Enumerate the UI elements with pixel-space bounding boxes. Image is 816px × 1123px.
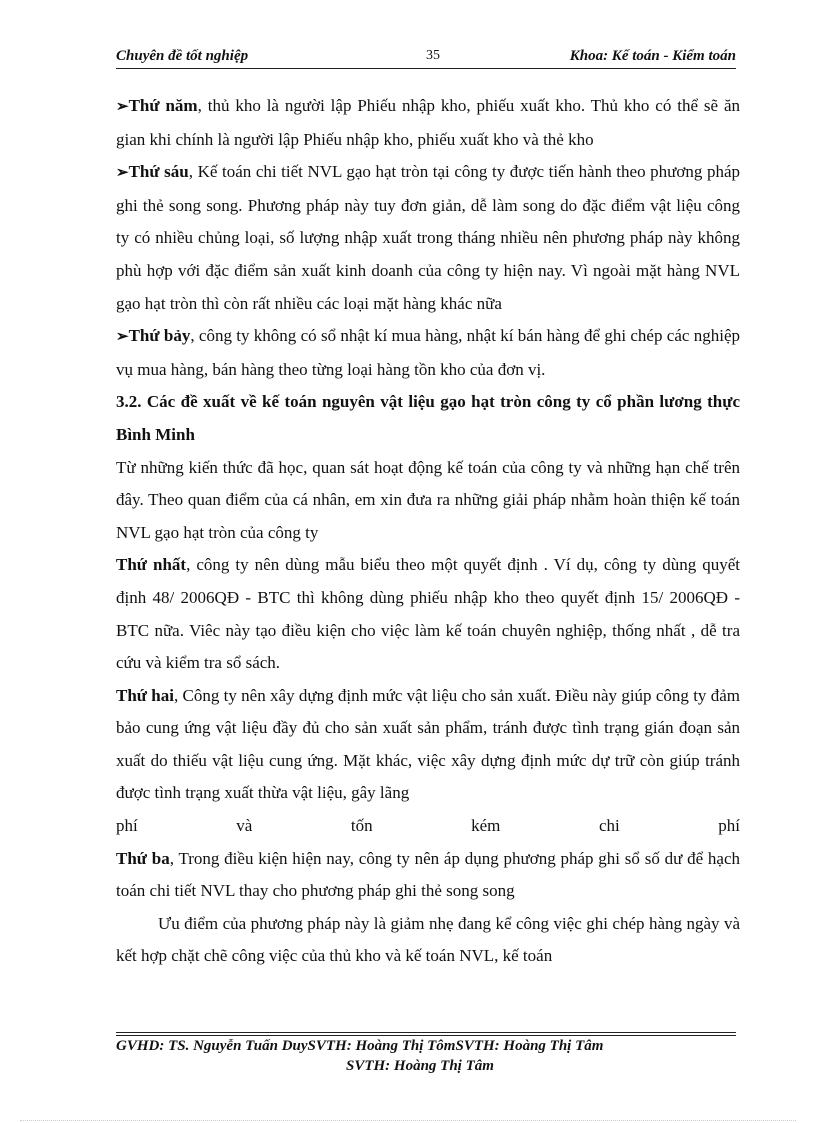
footer-divider xyxy=(116,1032,736,1033)
paragraph-uu-diem: Ưu điểm của phương pháp này là giảm nhẹ đang kể công việc ghi chép hàng ngày và kết hợp chặt chẽ công việc của thủ kho và kế toán NVL, kế toán xyxy=(116,913,740,966)
paragraph-text: , công ty nên dùng mẫu biểu theo một quyết định . Ví dụ, công ty dùng quyết định 48/ 2006QĐ - BTC thì không dùng phiếu nhập kho theo quyết định 15/ 2006QĐ - BTC nữa. Viêc này tạo điều kiện cho việc làm kế toán chuyên nghiệp, thống nhất , dễ tra cứu và kiểm tra sổ sách. xyxy=(116,555,740,673)
paragraph-thu-nam xyxy=(116,90,740,156)
paragraph-thu-hai-last-line: phí và tốn kém chi phí xyxy=(116,816,740,836)
paragraph-thu-nhat xyxy=(116,549,740,679)
document-body xyxy=(116,90,740,973)
page-footer xyxy=(116,1032,736,1076)
page-bottom-border xyxy=(20,1120,796,1121)
paragraph-text: , Kế toán chi tiết NVL gạo hạt tròn tại công ty được tiến hành theo phương pháp ghi thẻ song song. Phương pháp này tuy đơn giản, dễ làm song do đặc điểm vật liệu công ty có nhiều chủng loại, số lượng nhập xuất trong tháng nhiều nên phương pháp này không phù hợp với đặc điểm sản xuất kinh doanh của công ty hiện nay. Vì ngoài mặt hàng NVL gạo hạt tròn thì còn rất nhiều các loại mặt hàng khác nữa xyxy=(116,162,740,313)
arrow-bullet-icon: ➢ xyxy=(116,329,129,346)
footer-line-2: SVTH: Hoàng Thị Tâm xyxy=(346,1058,494,1074)
section-heading: 3.2. Các đề xuất về kế toán nguyên vật liệu gạo hạt tròn công ty cổ phần lương thực Bình Minh xyxy=(116,392,740,444)
header-left-title: Chuyên đề tốt nghiệp xyxy=(116,48,249,64)
arrow-bullet-icon: ➢ xyxy=(116,99,129,115)
paragraph-intro: Từ những kiến thức đã học, quan sát hoạt động kế toán của công ty và những hạn chế trên đây. Theo quan điểm của cá nhân, em xin đưa ra những giải pháp nhằm hoàn thiện kế toán NVL gạo hạt tròn của công ty xyxy=(116,457,740,542)
page-header xyxy=(116,46,736,69)
paragraph-thu-ba xyxy=(116,843,740,908)
paragraph-thu-hai xyxy=(116,680,740,810)
paragraph-text: , Công ty nên xây dựng định mức vật liệu cho sản xuất. Điều này giúp công ty đảm bảo cung ứng vật liệu đầy đủ cho sản xuất sản phẩm, tránh được tình trạng gián đoạn sản xuất do thiếu vật liệu cung ứng. Mặt khác, việc xây dựng định mức dự trữ còn giúp tránh được tình trạng xuất thừa vật liệu, gây lãng xyxy=(116,685,740,803)
paragraph-text: , Trong điều kiện hiện nay, công ty nên áp dụng phương pháp ghi sổ số dư để hạch toán chi tiết NVL thay cho phương pháp ghi thẻ song song xyxy=(116,848,740,901)
arrow-bullet-icon: ➢ xyxy=(116,165,129,182)
paragraph-title: Thứ ba xyxy=(116,848,170,868)
paragraph-thu-sau xyxy=(116,156,740,320)
header-right-title: Khoa: Kế toán - Kiểm toán xyxy=(569,48,736,64)
footer-line-1: GVHD: TS. Nguyễn Tuấn DuySVTH: Hoàng Thị TômSVTH: Hoàng Thị Tâm xyxy=(116,1038,604,1054)
paragraph-text: , thủ kho là người lập Phiếu nhập kho, phiếu xuất kho. Thủ kho có thể sẽ ăn gian khi chính là người lập Phiếu nhập kho, phiếu xuất kho và thẻ kho xyxy=(116,96,740,149)
paragraph-title: Thứ năm xyxy=(128,96,198,115)
paragraph-title: Thứ sáu xyxy=(128,162,189,182)
paragraph-text: , công ty không có sổ nhật kí mua hàng, nhật kí bán hàng để ghi chép các nghiệp vụ mua hàng, bán hàng theo từng loại hàng tồn kho của đơn vị. xyxy=(116,326,740,379)
paragraph-title: Thứ bảy xyxy=(128,326,191,346)
paragraph-title: Thứ hai xyxy=(116,685,174,705)
paragraph-thu-bay xyxy=(116,320,740,386)
paragraph-title: Thứ nhất xyxy=(116,555,187,575)
page-number: 35 xyxy=(426,48,440,63)
